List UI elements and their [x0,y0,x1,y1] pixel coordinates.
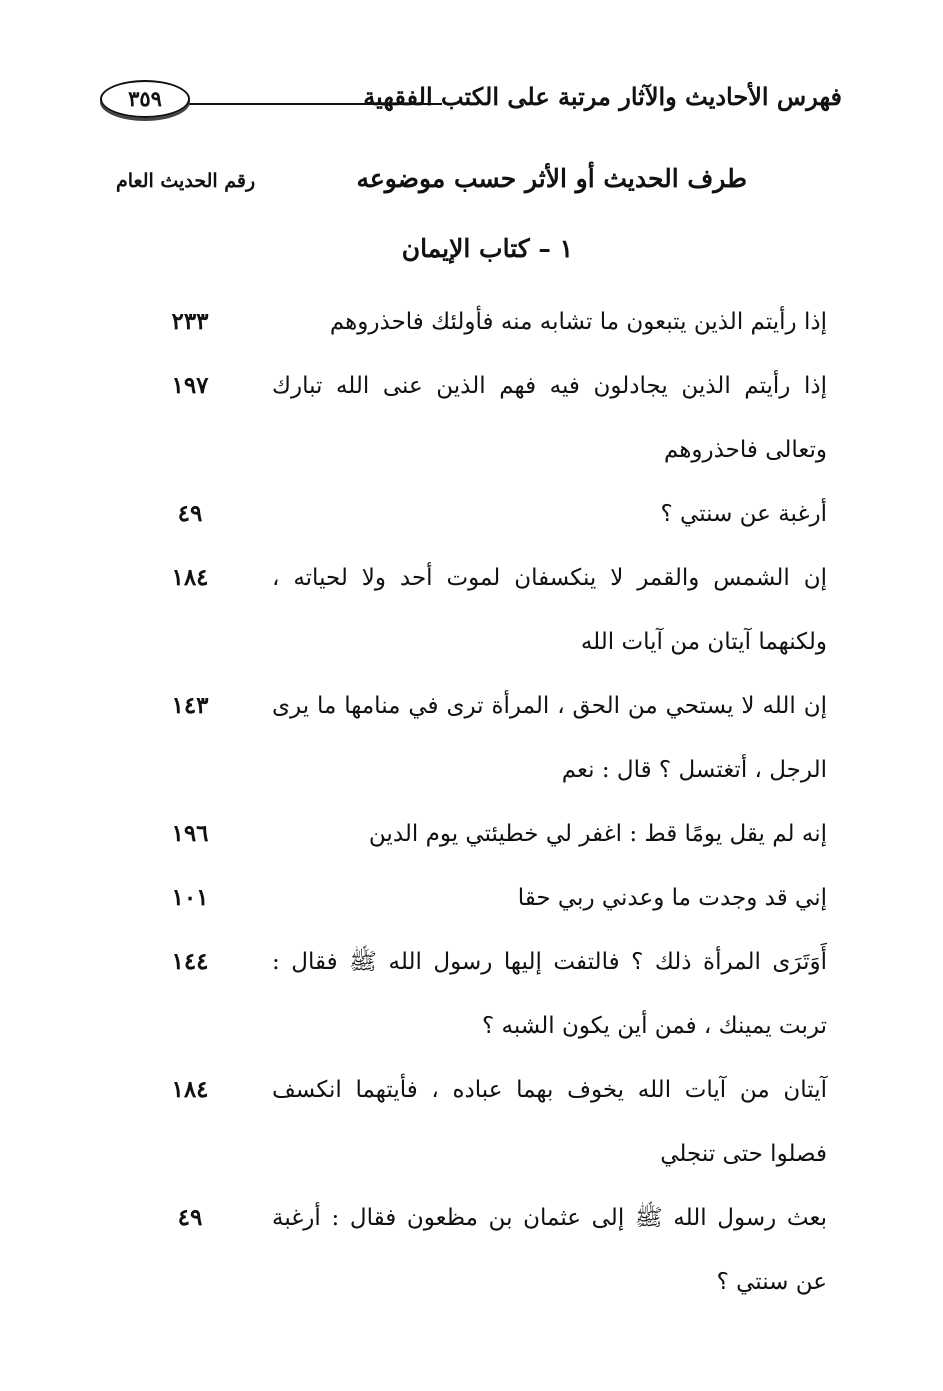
hadith-text: بعث رسول الله ﷺ إلى عثمان بن مظعون فقال : أرغبة عن سنتي ؟ [272,1205,827,1295]
hadith-text: إذا رأيتم الذين يتبعون ما تشابه منه فأولئك فاحذروهم [329,309,827,335]
hadith-number: ١٤٣ [171,692,209,719]
hadith-number: ٤٩ [177,500,203,527]
list-item [0,1058,943,1186]
list-item [0,866,943,930]
hadith-number: ٢٣٣ [171,308,209,335]
hadith-text: آيتان من آيات الله يخوف بهما عباده ، فأيتهما انكسف فصلوا حتى تنجلي [272,1077,827,1167]
hadith-text: إن الشمس والقمر لا ينكسفان لموت أحد ولا لحياته ، ولكنهما آيتان من آيات الله [272,565,827,655]
running-header [96,78,842,124]
list-item [0,674,943,802]
hadith-number: ١٩٦ [171,820,209,847]
page-number: ٣٥٩ [100,80,190,118]
list-item [0,482,943,546]
list-item [0,930,943,1058]
hadith-text: إني قد وجدت ما وعدني ربي حقا [517,885,827,911]
section-title: ١ – كتاب الإيمان [401,234,573,263]
hadith-number: ١٠١ [171,884,209,911]
list-item [0,802,943,866]
list-item [0,354,943,482]
hadith-number: ١٤٤ [171,948,209,975]
hadith-text: إن الله لا يستحي من الحق ، المرأة ترى في منامها ما يرى الرجل ، أتغتسل ؟ قال : نعم [272,693,827,783]
index-list [0,290,943,1314]
hadith-text: أرغبة عن سنتي ؟ [660,501,827,527]
hadith-number: ٤٩ [177,1204,203,1231]
hadith-number: ١٨٤ [171,564,209,591]
hadith-number: ١٨٤ [171,1076,209,1103]
hadith-text: إنه لم يقل يومًا قط : اغفر لي خطيئتي يوم الدين [368,821,827,847]
column-heading-number: رقم الحديث العام [116,170,256,192]
list-item [0,1186,943,1314]
header-rule [188,103,442,105]
hadith-number: ١٩٧ [171,372,209,399]
column-heading-hadith: طرف الحديث أو الأثر حسب موضوعه [356,164,747,193]
list-item [0,290,943,354]
list-item [0,546,943,674]
running-title: فهرس الأحاديث والآثار مرتبة على الكتب الفقهية [363,82,842,111]
hadith-text: إذا رأيتم الذين يجادلون فيه فهم الذين عنى الله تبارك وتعالى فاحذروهم [272,373,827,463]
hadith-text: أَوَتَرَى المرأة ذلك ؟ فالتفت إليها رسول الله ﷺ فقال : تربت يمينك ، فمن أين يكون الشبه ؟ [272,949,827,1039]
